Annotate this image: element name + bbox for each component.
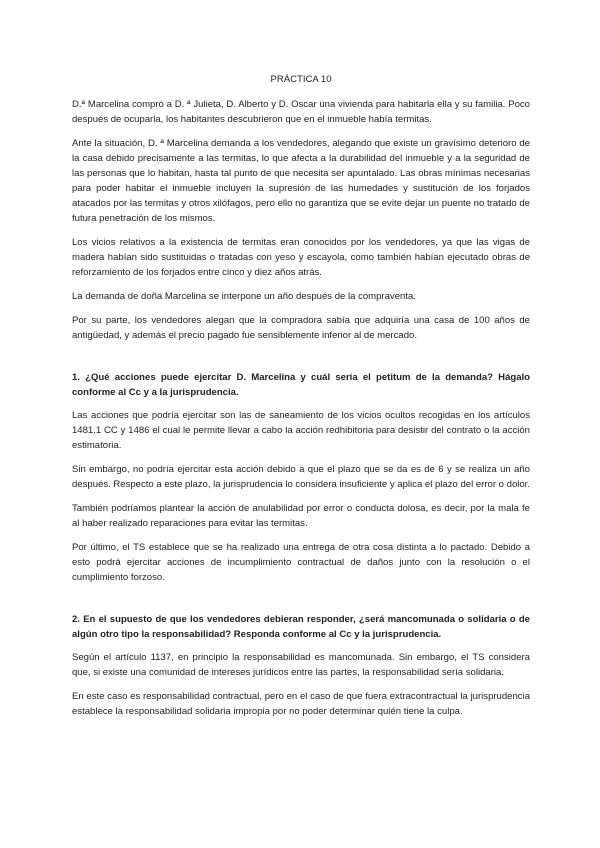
- question-1-heading: 1. ¿Qué acciones puede ejercitar D. Marcelina y cuál sería el petitum de la demanda? Hágalo conforme al Cc y a la jurisprudencia.: [72, 372, 530, 398]
- answer-paragraph: Según el artículo 1137, en principio la responsabilidad es mancomunada. Sin embargo, el TS considera que, si existe una comunidad de intereses jurídicos entre las partes, la responsabilidad sería solidaria.: [72, 652, 530, 678]
- statement-paragraph: La demanda de doña Marcelina se interpone un año después de la compraventa.: [72, 291, 416, 302]
- statement-paragraph: Los vicios relativos a la existencia de termitas eran conocidos por los vendedores, ya que las vigas de madera habían sido sustituidas o tratadas con yeso y escayola, como también habían ejecutado obras de reforzamiento de los forjados entre cinco y diez años atrás.: [72, 237, 530, 278]
- answer-paragraph: También podríamos plantear la acción de anulabilidad por error o conducta dolosa, es decir, por la mala fe al haber realizado reparaciones para evitar las termitas.: [72, 503, 530, 529]
- answer-paragraph: Por último, el TS establece que se ha realizado una entrega de otra cosa distinta a lo pactado. Debido a esto podrá ejercitar acciones de incumplimiento contractual de daños junto con la resolución o el cumplimiento forzoso.: [72, 542, 530, 583]
- statement-paragraph: Ante la situación, D. ª Marcelina demanda a los vendedores, alegando que existe un gravísimo deterioro de la casa debido precisamente a las termitas, lo que afecta a la durabilidad del inmueble y a la seguridad de las personas que lo habitan, hasta tal punto de que necesita ser apuntalado. Las obras mínimas necesarias para poder habitar el inmueble incluyen la supresión de las humedades y sustitución de los forjados atacados por las termitas y otros xilófagos, pero ello no garantiza que se evite dejar un puente no tratado de futura penetración de los mismos.: [72, 138, 530, 224]
- page-title: PRÁCTICA 10: [270, 74, 332, 85]
- answer-paragraph: Sin embargo, no podría ejercitar esta acción debido a que el plazo que se da es de 6 y se realiza un año después. Respecto a este plazo, la jurisprudencia lo considera insuficiente y aplica el plazo del error o dolor.: [72, 464, 530, 490]
- statement-paragraph: Por su parte, los vendedores alegan que la compradora sabía que adquiría una casa de 100 años de antigüedad, y además el precio pagado fue sensiblemente inferior al de mercado.: [72, 315, 530, 341]
- answer-paragraph: En este caso es responsabilidad contractual, pero en el caso de que fuera extracontractual la jurisprudencia establece la responsabilidad solidaria impropia por no poder determinar quién tiene la culpa.: [72, 691, 530, 717]
- answer-paragraph: Las acciones que podría ejercitar son las de saneamiento de los vicios ocultos recogidas en los artículos 1481.1 CC y 1486 el cual le permite llevar a cabo la acción redhibitoria para desistir del contrato o la acción estimatoria.: [72, 410, 530, 451]
- question-2-heading: 2. En el supuesto de que los vendedores debieran responder, ¿será mancomunada o solidaria o de algún otro tipo la responsabilidad? Responda conforme al Cc y la jurisprudencia.: [72, 614, 530, 640]
- document-page: [72, 60, 530, 728]
- statement-paragraph: D.ª Marcelina compró a D. ª Julieta, D. Alberto y D. Oscar una vivienda para habitarla ella y su familia. Poco después de ocuparla, los habitantes descubrieron que en el inmueble había termitas.: [72, 99, 530, 125]
